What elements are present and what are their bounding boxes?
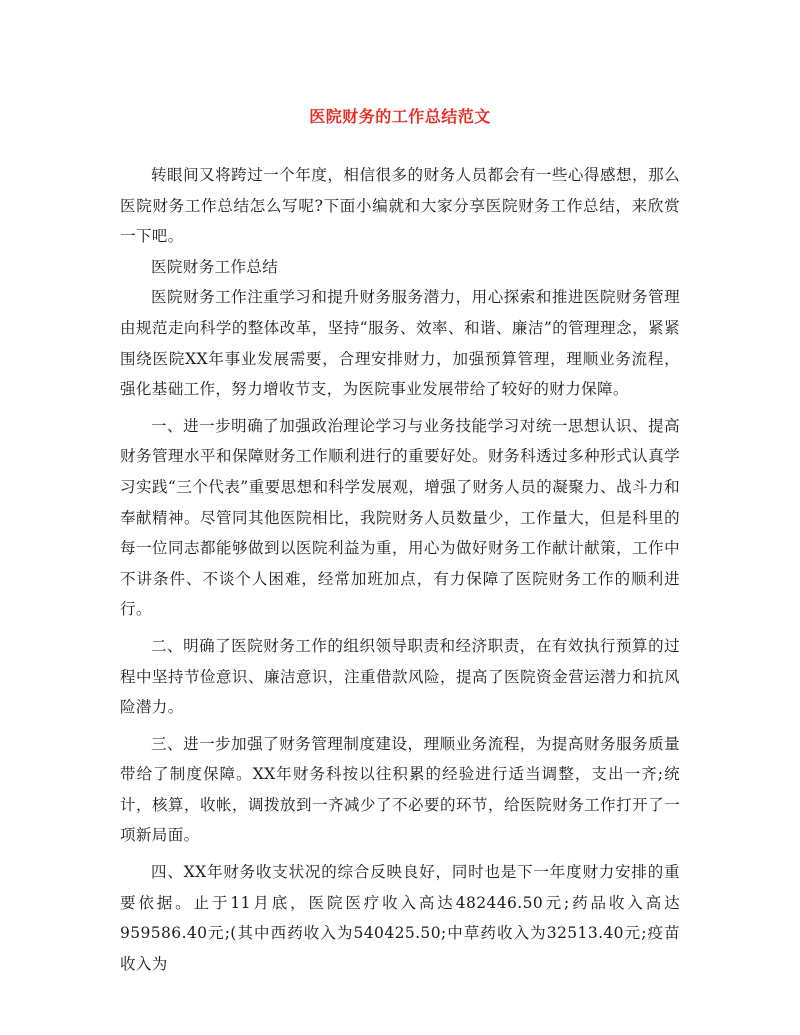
paragraph-section-2: 二、明确了医院财务工作的组织领导职责和经济职责，在有效执行预算的过程中坚持节俭意识、廉洁意识，注重借款风险，提高了医院资金营运潜力和抗风险潜力。: [120, 636, 680, 717]
document-title: 医院财务的工作总结范文: [309, 107, 491, 126]
paragraph-overview: 医院财务工作注重学习和提升财务服务潜力，用心探索和推进医院财务管理由规范走向科学的整体改革，坚持“服务、效率、和谐、廉洁”的管理理念，紧紧围绕医院XX年事业发展需要，合理安排财力，加强预算管理，理顺业务流程，强化基础工作，努力增收节支，为医院事业发展带给了较好的财力保障。: [120, 288, 680, 399]
paragraph-section-1: 一、进一步明确了加强政治理论学习与业务技能学习对统一思想认识、提高财务管理水平和保障财务工作顺利进行的重要好处。财务科透过多种形式认真学习实践“三个代表”重要思想和科学发展观，增强了财务人员的凝聚力、战斗力和奉献精神。尽管同其他医院相比，我院财务人员数量少，工作量大，但是科里的每一位同志都能够做到以医院利益为重，用心为做好财务工作献计献策，工作中不讲条件、不谈个人困难，经常加班加点，有力保障了医院财务工作的顺利进行。: [120, 416, 680, 619]
paragraph-heading: 医院财务工作总结: [151, 257, 279, 276]
paragraph-intro: 转眼间又将跨过一个年度，相信很多的财务人员都会有一些心得感想，那么医院财务工作总结怎么写呢?下面小编就和大家分享医院财务工作总结，来欣赏一下吧。: [120, 166, 680, 246]
document-body: [120, 160, 680, 979]
paragraph-section-3: 三、进一步加强了财务管理制度建设，理顺业务流程，为提高财务服务质量带给了制度保障。XX年财务科按以往积累的经验进行适当调整，支出一齐;统计，核算，收帐，调拨放到一齐减少了不必要的环节，给医院财务工作打开了一项新局面。: [120, 734, 680, 845]
paragraph-section-4: 四、XX年财务收支状况的综合反映良好，同时也是下一年度财力安排的重要依据。止于11月底，医院医疗收入高达482446.50元;药品收入高达959586.40元;(其中西药收入为540425.50;中草药收入为32513.40元;疫苗收入为: [120, 863, 680, 973]
